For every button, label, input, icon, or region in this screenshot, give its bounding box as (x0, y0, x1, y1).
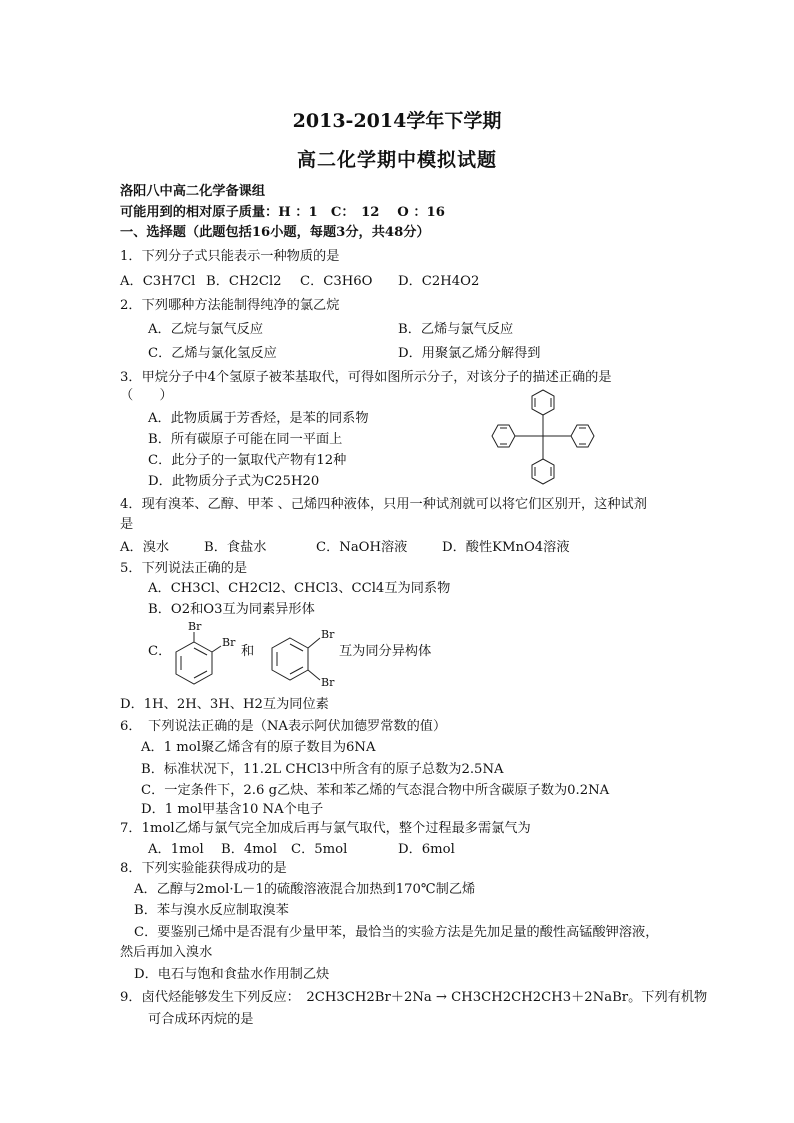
q8-option-c: C．要鉴别己烯中是否混有少量甲苯，最恰当的实验方法是先加足量的酸性高锰酸钾溶液， (134, 925, 659, 940)
bromine-label: Br (321, 676, 335, 689)
q5-stem: 5．下列说法正确的是 (120, 561, 248, 576)
q8-option-a: A．乙醇与2mol·L－1的硫酸溶液混合加热到170℃制乙烯 (134, 882, 476, 897)
q4-option-d: D．酸性KMnO4溶液 (442, 540, 570, 555)
q1-option-a: A．C3H7Cl (120, 274, 196, 289)
q2-option-c: C．乙烯与氯化氢反应 (148, 346, 277, 361)
q5-option-d: D．1H、2H、3H、H2互为同位素 (120, 697, 329, 712)
q1-option-d: D．C2H4O2 (398, 274, 480, 289)
q3-option-d: D．此物质分子式为C25H20 (148, 474, 320, 489)
q7-stem: 7．1mol乙烯与氯气完全加成后再与氯气取代，整个过程最多需氯气为 (120, 821, 531, 836)
q8-stem: 8．下列实验能获得成功的是 (120, 861, 287, 876)
q6-option-a: A．1 mol聚乙烯含有的原子数目为6NA (141, 740, 376, 755)
q6-stem: 6． 下列说法正确的是（NA表示阿伏加德罗常数的值） (120, 719, 447, 734)
q6-option-b: B．标准状况下，11.2L CHCl3中所含有的原子总数为2.5NA (141, 762, 504, 777)
q8-option-c-cont: 然后再加入溴水 (120, 945, 213, 960)
q5-option-b: B．O2和O3互为同素异形体 (148, 602, 315, 617)
bromine-label: Br (321, 628, 335, 641)
q3-option-a: A．此物质属于芳香烃，是苯的同系物 (148, 411, 369, 426)
tetraphenylmethane-structure (490, 388, 600, 488)
bromine-label: Br (222, 636, 236, 649)
q2-option-b: B．乙烯与氯气反应 (398, 322, 514, 337)
q9-stem-cont: 可合成环丙烷的是 (148, 1012, 254, 1027)
section-heading: 一、选择题（此题包括16小题，每题3分，共48分） (120, 225, 430, 240)
q4-option-c: C．NaOH溶液 (316, 540, 408, 555)
q7-option-b: B．4mol (221, 842, 277, 857)
dibromobenzene-structure-2 (268, 624, 340, 694)
q3-stem: 3．甲烷分子中4个氢原子被苯基取代，可得如图所示分子，对该分子的描述正确的是 (120, 370, 612, 385)
author-group: 洛阳八中高二化学备课组 (120, 184, 266, 199)
q8-option-b: B．苯与溴水反应制取溴苯 (134, 903, 289, 918)
q2-stem: 2．下列哪种方法能制得纯净的氯乙烷 (120, 298, 340, 313)
q4-stem: 4．现有溴苯、乙醇、甲苯 、己烯四种液体，只用一种试剂就可以将它们区别开，这种试剂 (120, 497, 647, 512)
q5-option-c-label: C． (148, 644, 172, 659)
q5-option-a: A．CH3Cl、CH2Cl2、CHCl3、CCl4互为同系物 (148, 581, 451, 596)
q2-option-a: A．乙烷与氯气反应 (148, 322, 264, 337)
q6-option-d: D．1 mol甲基含10 NA个电子 (141, 802, 324, 817)
q3-answer-paren: （ ） (120, 388, 173, 403)
q8-option-d: D．电石与饱和食盐水作用制乙炔 (134, 967, 330, 982)
q3-option-c: C．此分子的一氯取代产物有12种 (148, 453, 347, 468)
q4-option-a: A．溴水 (120, 540, 170, 555)
q6-option-c: C．一定条件下，2.6 g乙炔、苯和苯乙烯的气态混合物中所含碳原子数为0.2NA (141, 783, 610, 798)
q7-option-d: D．6mol (398, 842, 455, 857)
q7-option-a: A．1mol (148, 842, 204, 857)
exam-subtitle: 高二化学期中模拟试题 (296, 149, 497, 171)
atomic-mass-line: 可能用到的相对原子质量：H ：1 C： 12 O ：16 (120, 205, 445, 220)
exam-title: 2013-2014学年下学期 (292, 110, 502, 132)
q9-stem: 9．卤代烃能够发生下列反应： 2CH3CH2Br＋2Na → CH3CH2CH2CH3＋2NaBr。下列有机物 (120, 990, 708, 1005)
dibromobenzene-structure-1 (170, 622, 240, 694)
q4-stem-cont: 是 (120, 517, 134, 532)
q4-option-b: B．食盐水 (204, 540, 267, 555)
q1-option-c: C．C3H6O (300, 274, 373, 289)
q5-option-c-tail: 互为同分异构体 (339, 644, 432, 659)
q1-option-b: B．CH2Cl2 (206, 274, 282, 289)
bromine-label: Br (188, 620, 202, 633)
q5-option-c-and: 和 (241, 644, 255, 659)
q2-option-d: D．用聚氯乙烯分解得到 (398, 346, 541, 361)
q1-stem: 1．下列分子式只能表示一种物质的是 (120, 249, 340, 264)
q3-option-b: B．所有碳原子可能在同一平面上 (148, 432, 343, 447)
q7-option-c: C．5mol (291, 842, 348, 857)
